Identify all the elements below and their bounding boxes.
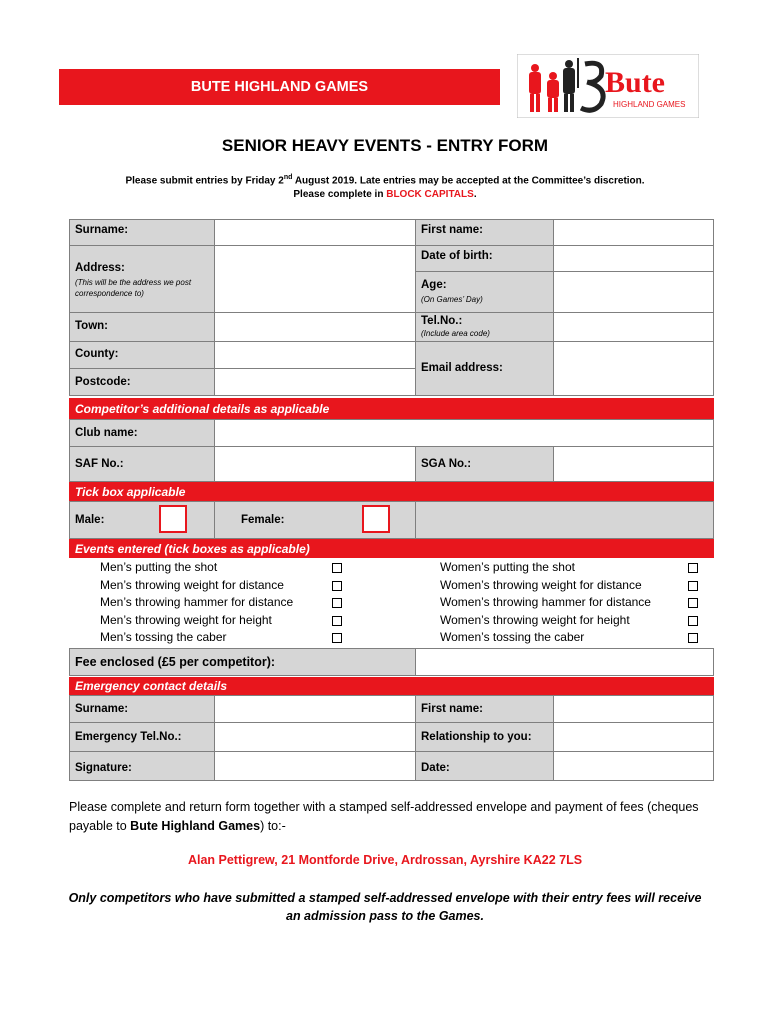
postcode-label: Postcode: (69, 368, 215, 396)
womens-event-checkbox[interactable] (688, 563, 698, 573)
address-label-text: Address: (75, 262, 125, 274)
first-name-field[interactable] (553, 219, 714, 246)
postcode-field[interactable] (214, 368, 416, 396)
womens-event-label: Women’s throwing hammer for distance (440, 595, 651, 609)
womens-event-checkbox[interactable] (688, 633, 698, 643)
email-label: Email address: (415, 341, 554, 396)
tel-label (415, 312, 554, 342)
address-field[interactable] (214, 245, 416, 313)
womens-event-checkbox[interactable] (688, 598, 698, 608)
womens-event-row (440, 612, 698, 630)
county-field[interactable] (214, 341, 416, 369)
signature-field[interactable] (214, 751, 416, 781)
tel-field[interactable] (553, 312, 714, 342)
womens-event-row (440, 594, 698, 612)
emergency-tel-label: Emergency Tel.No.: (69, 722, 215, 752)
admission-note: Only competitors who have submitted a stamped self-addressed envelope with their entry fees will receive an admission pass to the Games. (68, 891, 702, 923)
womens-event-label: Women’s putting the shot (440, 560, 575, 574)
mens-event-row (100, 629, 342, 647)
male-label: Male: (69, 501, 215, 539)
email-field[interactable] (553, 341, 714, 396)
tick-section-header: Tick box applicable (69, 482, 714, 501)
age-note: (On Games’ Day) (421, 295, 483, 304)
age-label (415, 271, 554, 313)
saf-label: SAF No.: (69, 446, 215, 482)
womens-event-label: Women’s throwing weight for distance (440, 577, 642, 592)
mens-event-checkbox[interactable] (332, 563, 342, 573)
mens-event-checkbox[interactable] (332, 581, 342, 591)
mens-event-label: Men’s throwing weight for height (100, 612, 272, 627)
mens-event-row (100, 594, 342, 612)
age-field[interactable] (553, 271, 714, 313)
age-label-text: Age: (421, 279, 447, 291)
intro-line-1: Please submit entries by Friday 2nd August 2019. Late entries may be accepted at the Committee’s discretion. (125, 174, 645, 187)
sga-label: SGA No.: (415, 446, 554, 482)
gender-spare-cell (415, 501, 714, 539)
logo-main-text: Bute (605, 66, 665, 99)
tel-note: (Include area code) (421, 329, 490, 338)
womens-event-label: Women’s tossing the caber (440, 630, 585, 644)
dob-field[interactable] (553, 245, 714, 272)
fee-field[interactable] (415, 648, 714, 676)
female-checkbox[interactable] (362, 505, 390, 533)
address-note: (This will be the address we post correspondence to) (75, 278, 192, 298)
mens-event-label: Men’s tossing the caber (100, 630, 227, 644)
address-label (69, 245, 215, 313)
female-label: Female: (214, 501, 416, 539)
fee-label: Fee enclosed (£5 per competitor): (69, 648, 416, 676)
womens-event-row (440, 629, 698, 647)
relationship-label: Relationship to you: (415, 722, 554, 752)
emergency-surname-label: Surname: (69, 695, 215, 723)
surname-label: Surname: (69, 219, 215, 246)
mens-event-row (100, 612, 342, 630)
womens-events-list (440, 559, 698, 647)
form-title: SENIOR HEAVY EVENTS - ENTRY FORM (221, 136, 549, 155)
county-label: County: (69, 341, 215, 369)
return-address: Alan Pettigrew, 21 Montforde Drive, Ardrossan, Ayrshire KA22 7LS (187, 853, 583, 867)
tel-label-text: Tel.No.: (421, 315, 463, 327)
mens-event-label: Men’s throwing weight for distance (100, 577, 284, 592)
mens-event-checkbox[interactable] (332, 616, 342, 626)
competitor-section-header: Competitor’s additional details as applicable (69, 398, 714, 419)
mens-event-checkbox[interactable] (332, 633, 342, 643)
relationship-field[interactable] (553, 722, 714, 752)
logo-sub-text: HIGHLAND GAMES (613, 100, 686, 109)
date-label: Date: (415, 751, 554, 781)
mens-event-label: Men’s throwing hammer for distance (100, 595, 294, 609)
mens-event-label: Men’s putting the shot (100, 560, 218, 574)
club-name-field[interactable] (214, 419, 714, 447)
emergency-surname-field[interactable] (214, 695, 416, 723)
emergency-tel-field[interactable] (214, 722, 416, 752)
surname-field[interactable] (214, 219, 416, 246)
male-checkbox[interactable] (159, 505, 187, 533)
emergency-section-header: Emergency contact details (69, 677, 714, 695)
header-banner: BUTE HIGHLAND GAMES (59, 69, 500, 105)
town-label: Town: (69, 312, 215, 342)
womens-event-row (440, 559, 698, 577)
signature-label: Signature: (69, 751, 215, 781)
womens-event-checkbox[interactable] (688, 581, 698, 591)
mens-event-checkbox[interactable] (332, 598, 342, 608)
dob-label: Date of birth: (415, 245, 554, 272)
events-section-header: Events entered (tick boxes as applicable) (69, 539, 714, 558)
return-instructions: Please complete and return form together with a stamped self-addressed envelope and payment of fees (cheques payable to Bute Highland Games) to:- (69, 800, 699, 833)
date-field[interactable] (553, 751, 714, 781)
mens-event-row (100, 577, 342, 595)
intro-line-2: Please complete in BLOCK CAPITALS. (293, 189, 477, 200)
womens-event-row (440, 577, 698, 595)
emergency-first-name-field[interactable] (553, 695, 714, 723)
saf-field[interactable] (214, 446, 416, 482)
mens-event-row (100, 559, 342, 577)
town-field[interactable] (214, 312, 416, 342)
emergency-first-name-label: First name: (415, 695, 554, 723)
womens-event-label: Women’s throwing weight for height (440, 612, 630, 627)
womens-event-checkbox[interactable] (688, 616, 698, 626)
mens-events-list (100, 559, 342, 647)
bute-logo (517, 54, 699, 118)
first-name-label: First name: (415, 219, 554, 246)
sga-field[interactable] (553, 446, 714, 482)
club-name-label: Club name: (69, 419, 215, 447)
